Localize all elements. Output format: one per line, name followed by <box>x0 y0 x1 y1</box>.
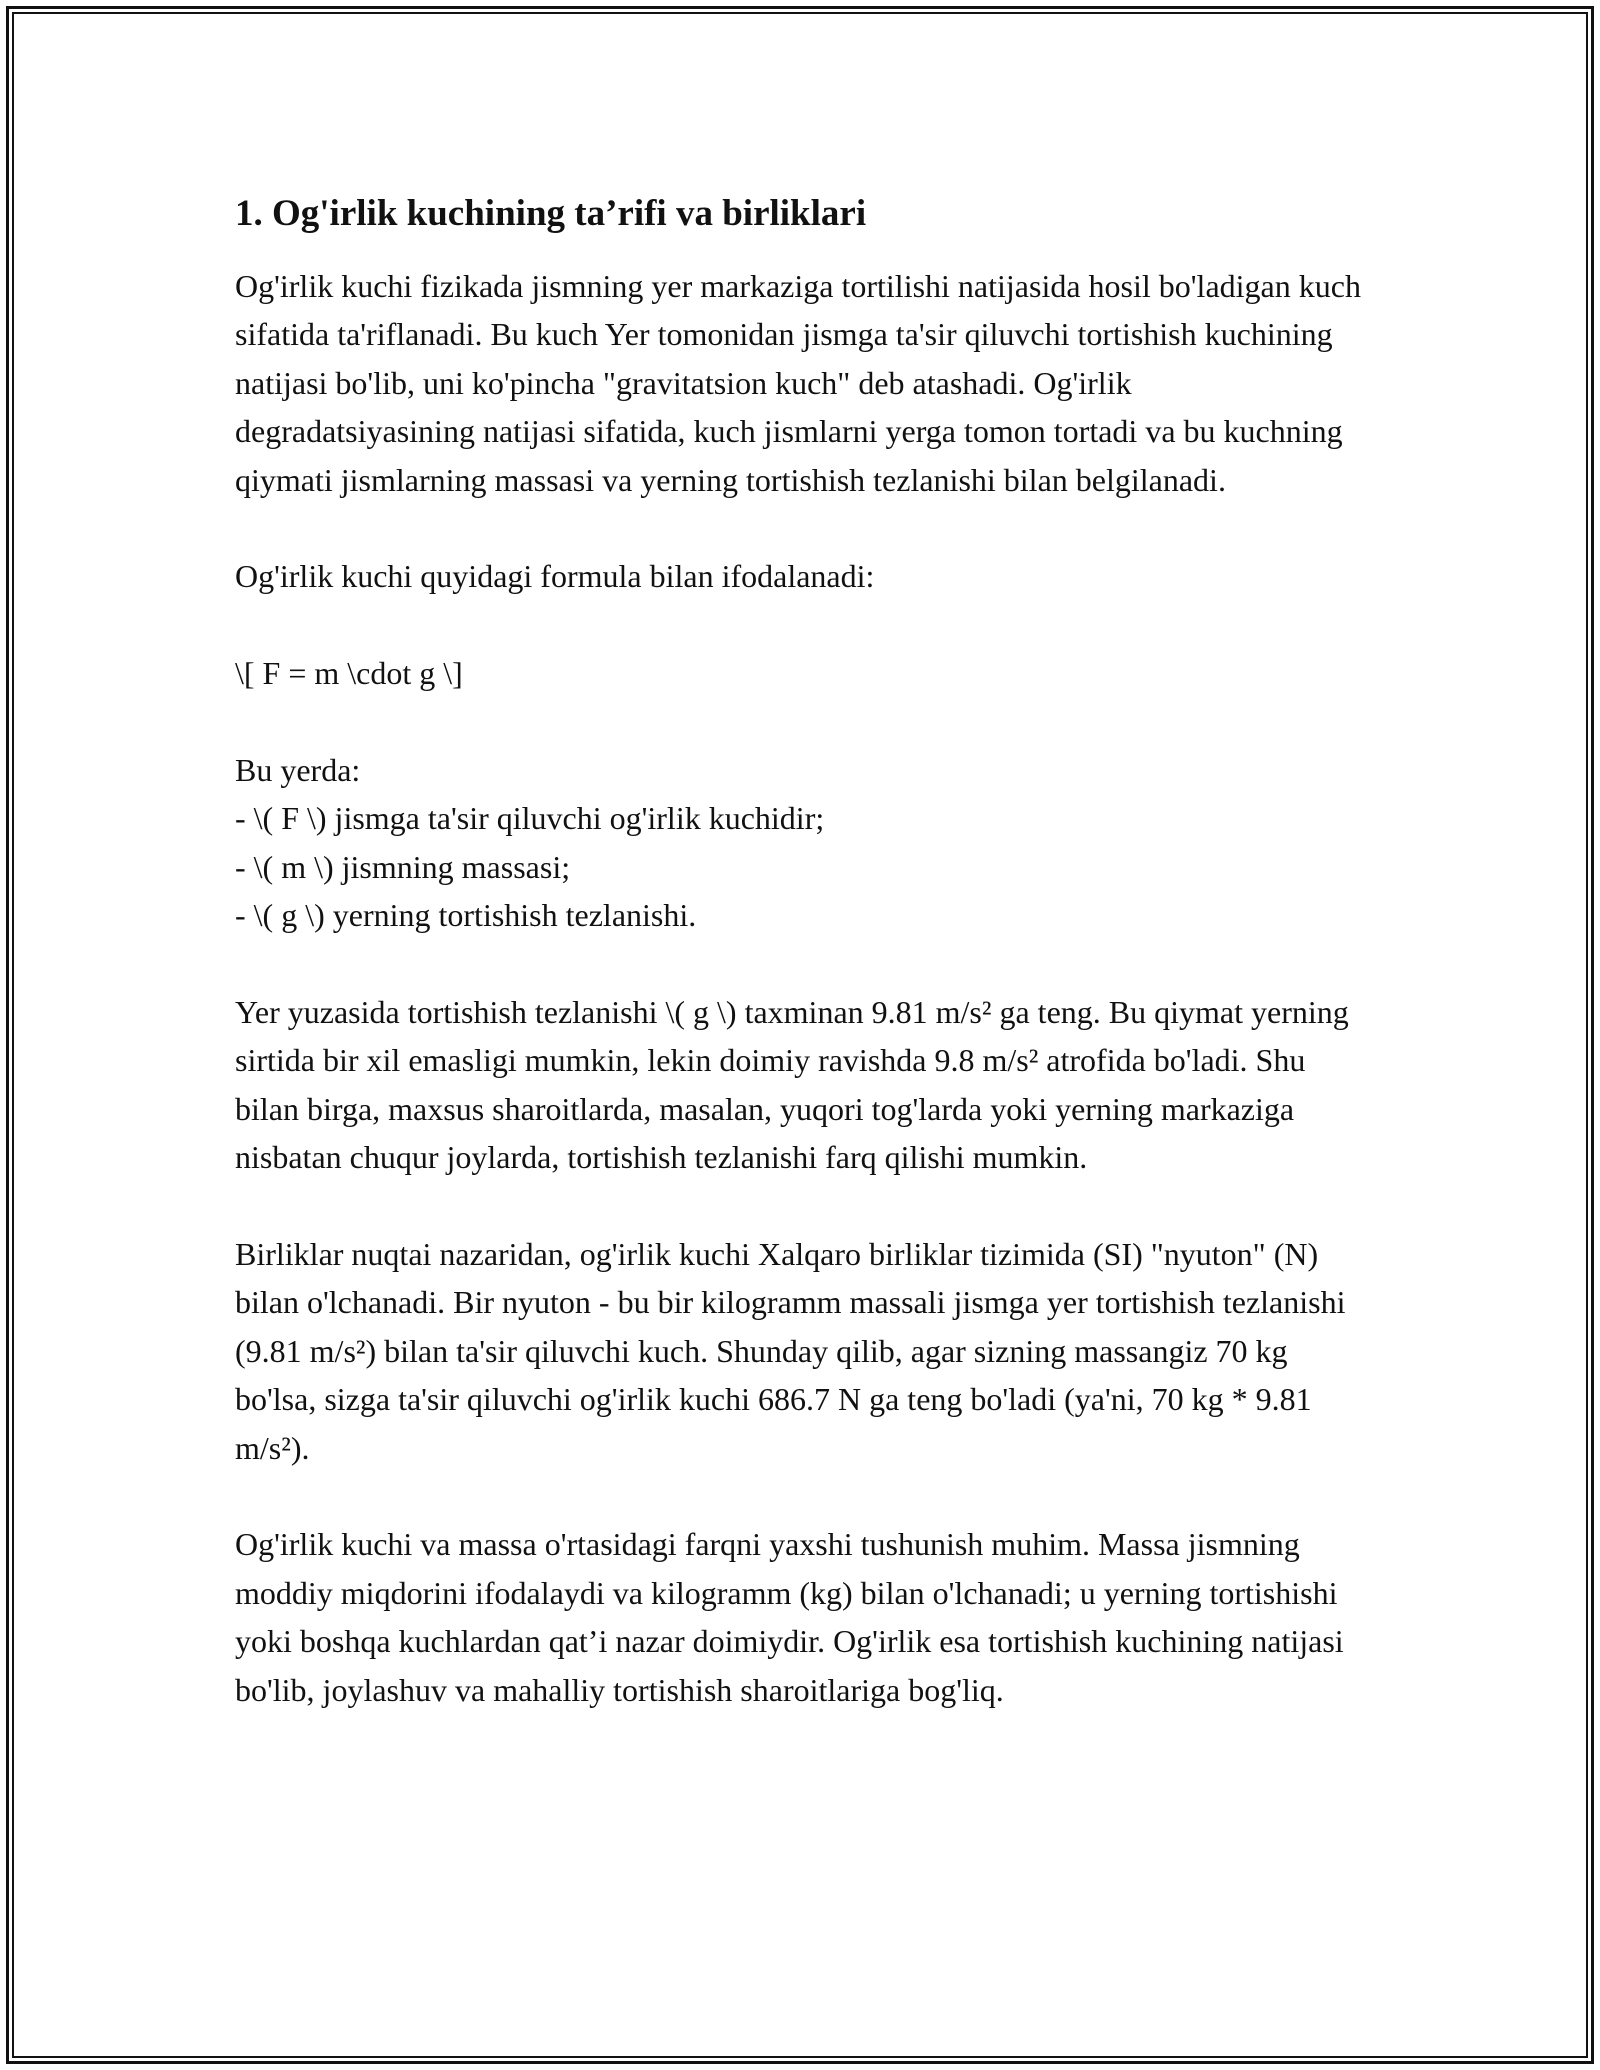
paragraph-mass-vs-weight: Og'irlik kuchi va massa o'rtasidagi farqni yaxshi tushunish muhim. Massa jismning moddiy miqdorini ifodalaydi va kilogramm (kg) bilan o'lchanadi; u yerning tortishishi yoki boshqa kuchlardan qat’i nazar doimiydir. Og'irlik esa tortishish kuchining natijasi bo'lib, joylashuv va mahalliy tortishish sharoitlariga bog'liq. <box>235 1526 1344 1708</box>
variable-list-label: Bu yerda: <box>235 752 361 789</box>
paragraph-spacer <box>235 504 1370 552</box>
paragraph-spacer <box>235 698 1370 746</box>
paragraph-formula-intro: Og'irlik kuchi quyidagi formula bilan ifodalanadi: <box>235 558 875 595</box>
list-item: - \( m \) jismning massasi; <box>235 848 571 885</box>
variable-list <box>235 746 1370 940</box>
list-item: - \( F \) jismga ta'sir qiluvchi og'irlik kuchidir; <box>235 800 825 837</box>
paragraph-definition: Og'irlik kuchi fizikada jismning yer markaziga tortilishi natijasida hosil bo'ladigan kuch sifatida ta'riflanadi. Bu kuch Yer tomonidan jismga ta'sir qiluvchi tortishish kuchining natijasi bo'lib, uni ko'pincha "gravitatsion kuch" deb atashadi. Og'irlik degradatsiyasining natijasi sifatida, kuch jismlarni yerga tomon tortadi va bu kuchning qiymati jismlarning massasi va yerning tortishish tezlanishi bilan belgilanadi. <box>235 268 1361 498</box>
paragraph-units: Birliklar nuqtai nazaridan, og'irlik kuchi Xalqaro birliklar tizimida (SI) "nyuton" (N) bilan o'lchanadi. Bir nyuton - bu bir kilogramm massali jismga yer tortishish tezlanishi (9.81 m/s²) bilan ta'sir qiluvchi kuch. Shunday qilib, agar sizning massangiz 70 kg bo'lsa, sizga ta'sir qiluvchi og'irlik kuchi 686.7 N ga teng bo'ladi (ya'ni, 70 kg * 9.81 m/s²). <box>235 1236 1346 1466</box>
section-heading: 1. Og'irlik kuchining ta’rifi va birliklari <box>235 193 867 234</box>
formula: \[ F = m \cdot g \] <box>235 655 463 692</box>
paragraph-spacer <box>235 1182 1370 1230</box>
list-item: - \( g \) yerning tortishish tezlanishi. <box>235 897 697 934</box>
paragraph-spacer <box>235 601 1370 649</box>
document-body <box>235 186 1370 1714</box>
paragraph-spacer <box>235 940 1370 988</box>
paragraph-spacer <box>235 1472 1370 1520</box>
paragraph-acceleration: Yer yuzasida tortishish tezlanishi \( g \) taxminan 9.81 m/s² ga teng. Bu qiymat yerning sirtida bir xil emasligi mumkin, lekin doimiy ravishda 9.8 m/s² atrofida bo'ladi. Shu bilan birga, maxsus sharoitlarda, masalan, yuqori tog'larda yoki yerning markaziga nisbatan chuqur joylarda, tortishish tezlanishi farq qilishi mumkin. <box>235 994 1349 1176</box>
